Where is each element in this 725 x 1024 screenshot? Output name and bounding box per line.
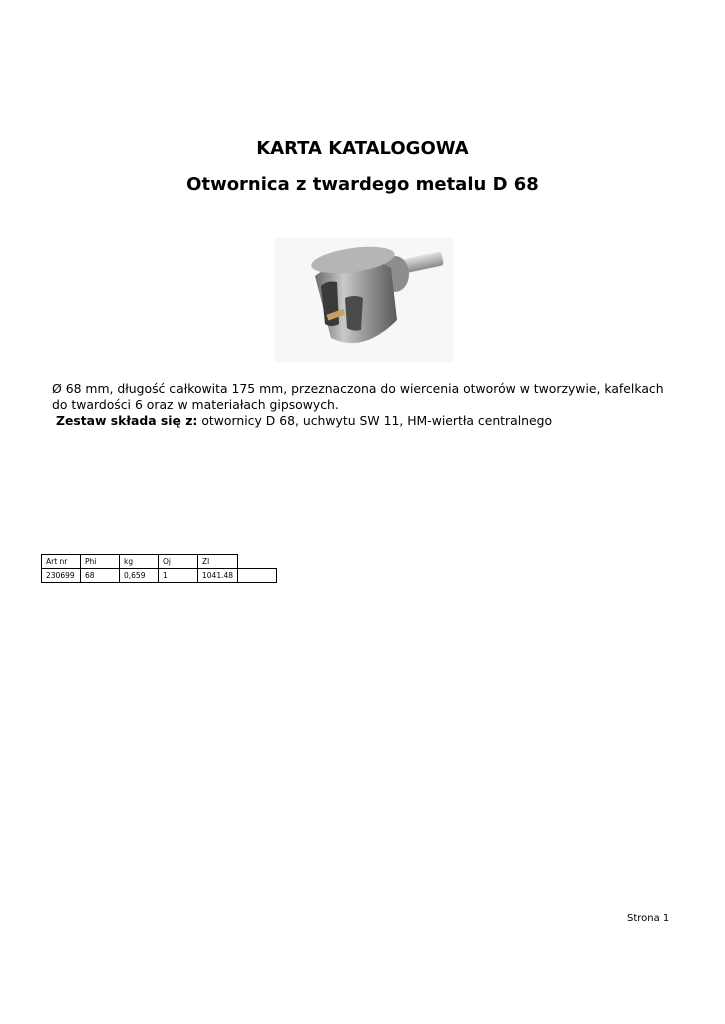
- hole-saw-image: [275, 238, 453, 362]
- header-kg: kg: [120, 555, 159, 569]
- description-line-2: do twardości 6 oraz w materiałach gipsowych.: [52, 397, 339, 412]
- header-oj: Oj: [159, 555, 198, 569]
- product-title: Otwornica z twardego metalu D 68: [186, 174, 539, 195]
- header-art-nr: Art nr: [42, 555, 81, 569]
- table-header-row: [42, 555, 277, 569]
- cell-kg: 0,659: [120, 569, 159, 583]
- product-description: [52, 381, 692, 429]
- set-label: Zestaw składa się z:: [55, 413, 198, 428]
- cell-oj: 1: [159, 569, 198, 583]
- description-line-1: Ø 68 mm, długość całkowita 175 mm, przeznaczona do wiercenia otworów w tworzywie, kafelkach: [52, 381, 664, 396]
- header-zl: Zl: [198, 555, 238, 569]
- document-title: KARTA KATALOGOWA: [256, 138, 469, 159]
- cell-art-nr: 230699: [42, 569, 81, 583]
- set-text: otwornicy D 68, uchwytu SW 11, HM-wiertła centralnego: [201, 413, 553, 428]
- table-row: [42, 569, 277, 583]
- cell-phi: 68: [81, 569, 120, 583]
- page-number: Strona 1: [627, 913, 670, 924]
- cell-zl: 1041.48: [198, 569, 238, 583]
- cell-empty: [238, 569, 277, 583]
- header-phi: Phi: [81, 555, 120, 569]
- spec-table: [41, 554, 277, 583]
- header-empty: [238, 555, 277, 569]
- set-contents: [52, 413, 692, 429]
